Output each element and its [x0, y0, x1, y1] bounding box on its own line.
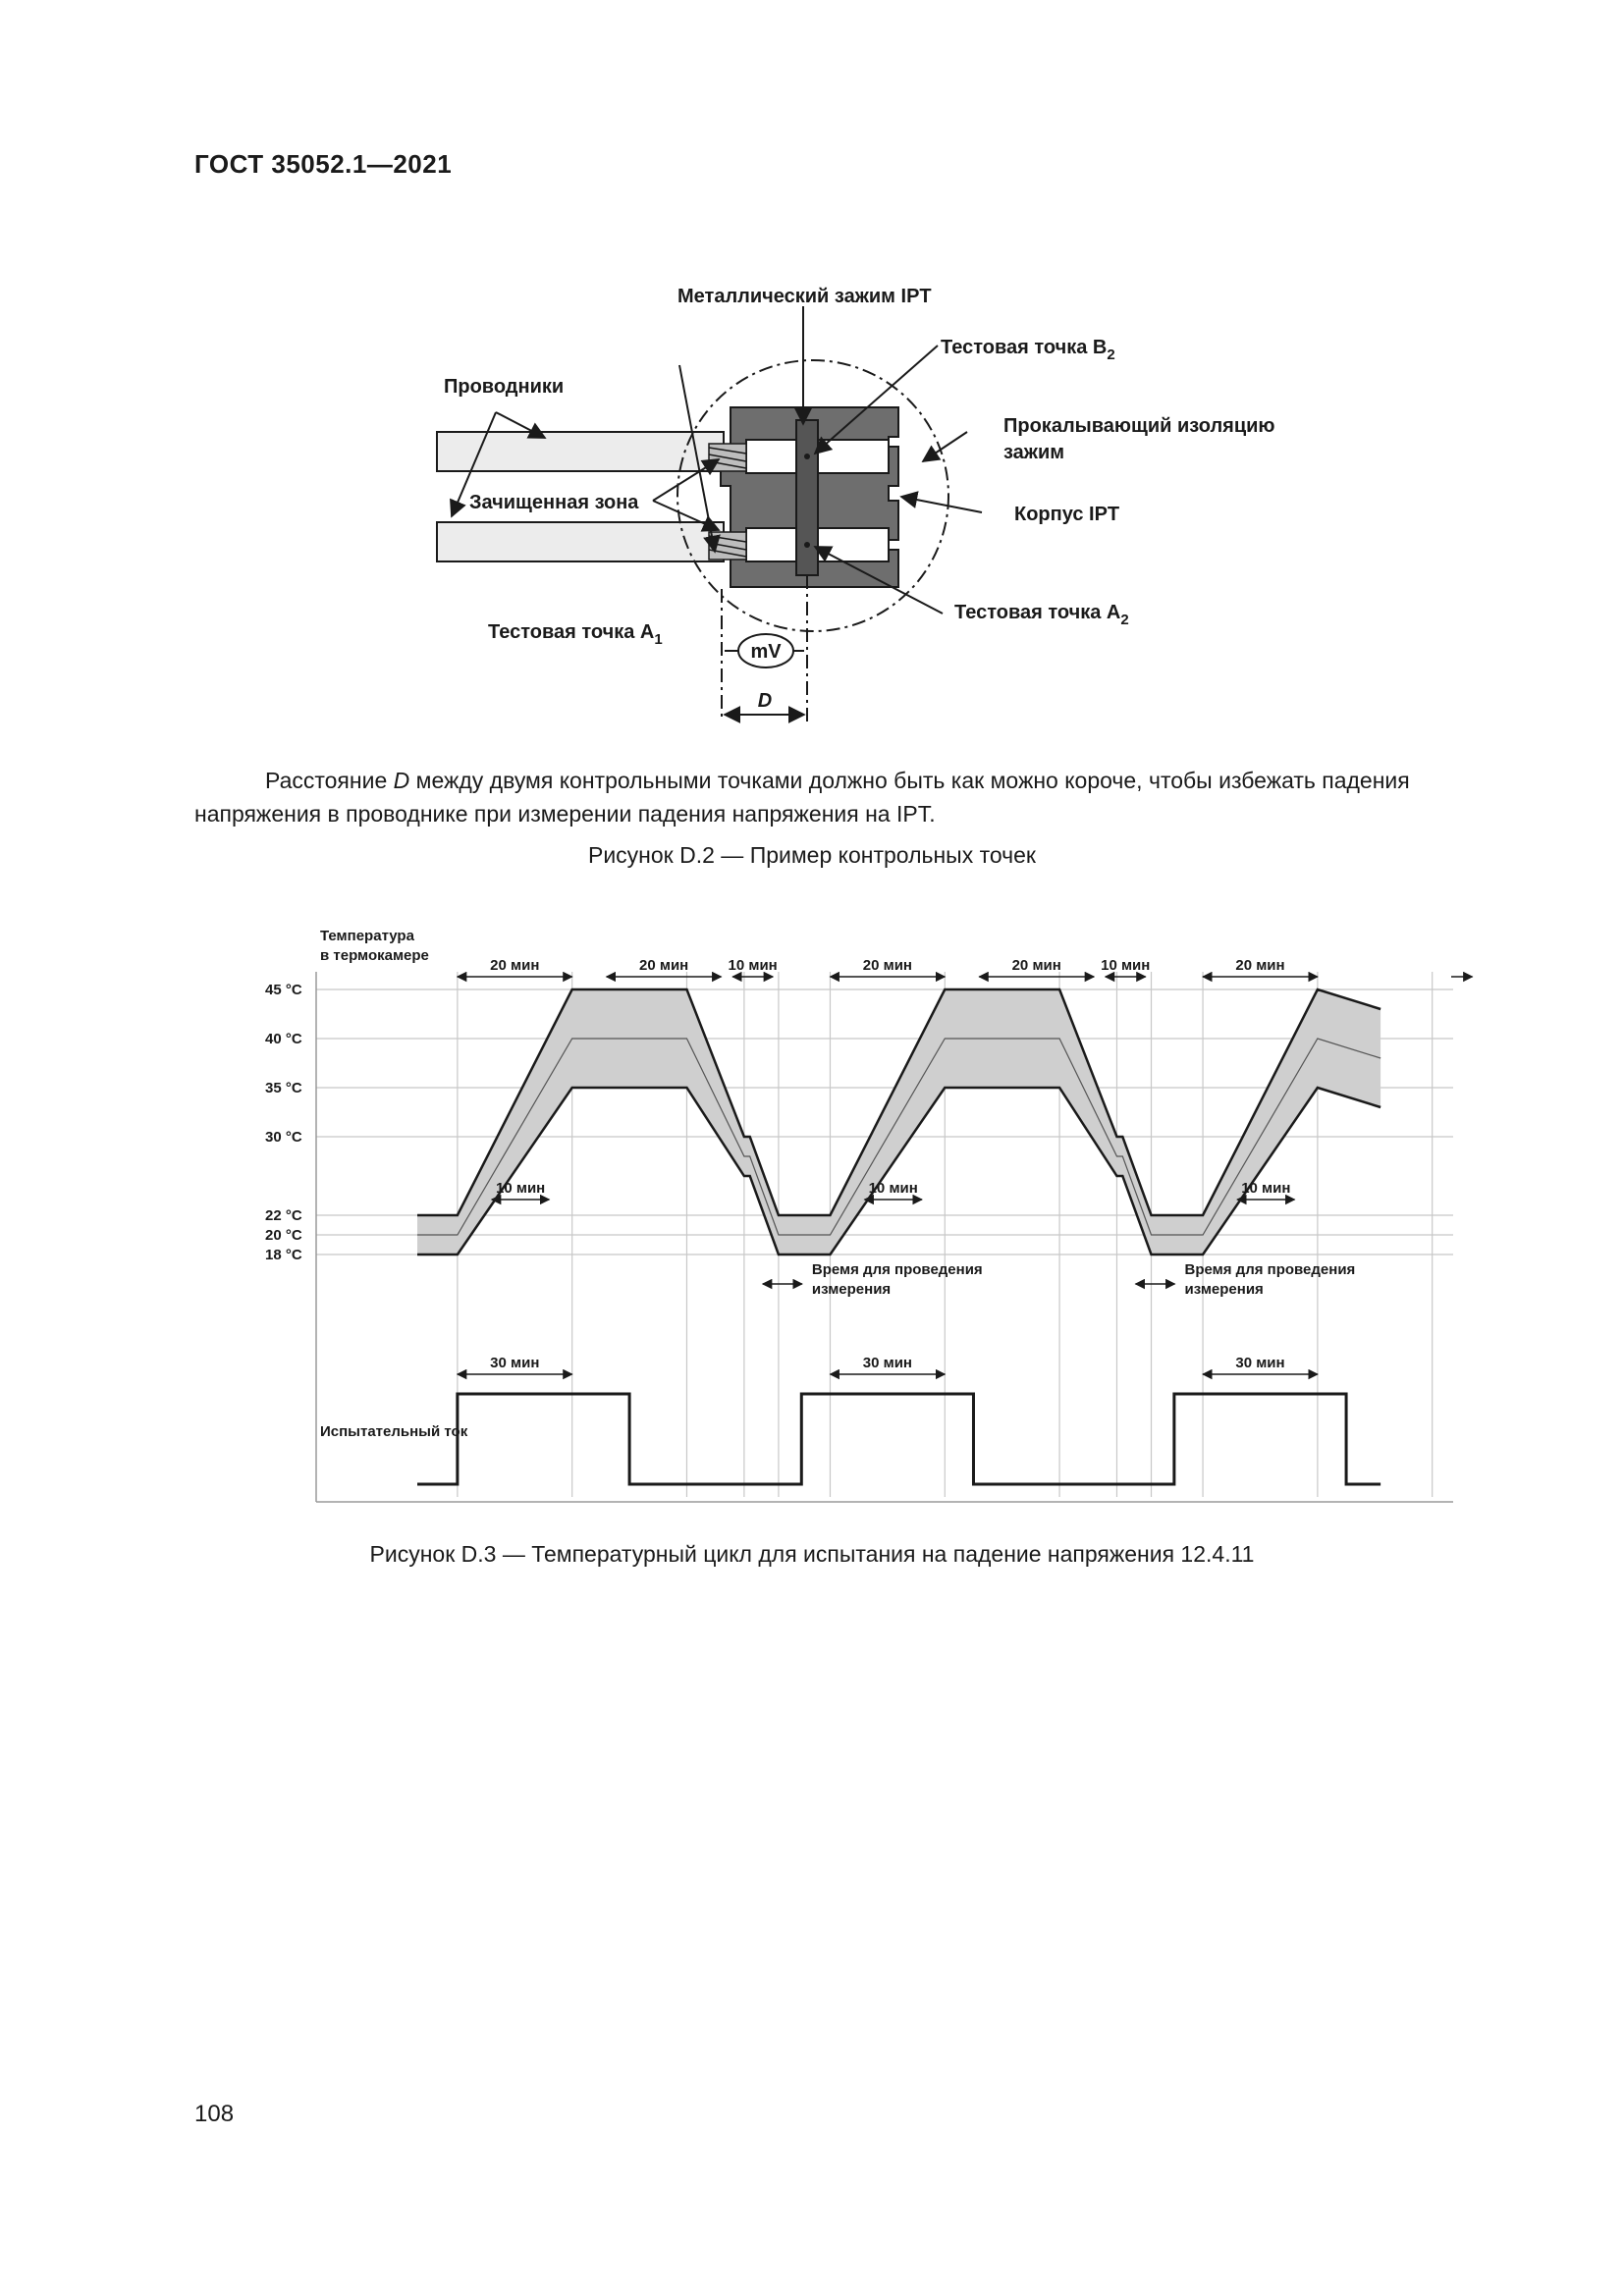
label-test-point-b2: Тестовая точка $B_2$: [941, 337, 1115, 363]
y-tick-label: 40 °C: [265, 1031, 302, 1047]
body-paragraph: Расстояние D между двумя контрольными точками должно быть как можно короче, чтобы избежать падения напряжения в проводнике при измерении падения напряжения на IPT.: [194, 768, 1410, 827]
y-axis-label-1: Температура: [320, 928, 414, 944]
interval-20-down-label: 20 мин: [1011, 957, 1061, 974]
measure-label-2: измерения: [811, 1281, 892, 1298]
label-stripped-zone: Зачищенная зона: [469, 492, 639, 513]
y-tick-label: 18 °C: [265, 1247, 302, 1263]
interval-10-label: 10 мин: [1101, 957, 1151, 974]
interval-20-up-label: 20 мин: [490, 957, 540, 974]
current-series: [417, 1394, 1380, 1484]
y-tick-label: 22 °C: [265, 1207, 302, 1224]
interval-20-down-label: 20 мин: [639, 957, 689, 974]
measure-label-1: Время для проведения: [811, 1261, 983, 1278]
label-test-point-a1: Тестовая точка $A_1$: [488, 621, 663, 648]
label-conductors: Проводники: [444, 376, 565, 398]
y-tick-label: 30 °C: [265, 1129, 302, 1146]
label-metal-clamp: Металлический зажим IPT: [677, 286, 932, 307]
y-tick-label: 35 °C: [265, 1080, 302, 1096]
y-tick-label: 45 °C: [265, 982, 302, 998]
measure-label-2: измерения: [1184, 1281, 1264, 1298]
interval-30-label: 30 мин: [862, 1355, 912, 1371]
current-label: Испытательный ток: [320, 1423, 468, 1440]
y-axis-label-2: в термокамере: [320, 947, 429, 964]
interval-30-label: 30 мин: [1235, 1355, 1285, 1371]
label-test-point-a2: Тестовая точка $A_2$: [954, 602, 1129, 628]
interval-10-mid-label: 10 мин: [1241, 1180, 1291, 1197]
label-piercing-2: зажим: [1003, 442, 1065, 463]
interval-10-mid-label: 10 мин: [496, 1180, 546, 1197]
interval-10-label: 10 мин: [728, 957, 778, 974]
distance-label: D: [757, 690, 773, 712]
figure-d3-caption: Рисунок D.3 — Температурный цикл для испытания на падение напряжения 12.4.11: [369, 1541, 1255, 1567]
interval-10-mid-label: 10 мин: [868, 1180, 918, 1197]
label-piercing-1: Прокалывающий изоляцию: [1003, 415, 1275, 437]
meter-label: mV: [750, 641, 782, 663]
interval-20-up-label: 20 мин: [1235, 957, 1285, 974]
interval-20-up-label: 20 мин: [862, 957, 912, 974]
page-number: 108: [194, 2101, 235, 2127]
label-body-ipt: Корпус IPT: [1014, 504, 1120, 525]
interval-30-label: 30 мин: [490, 1355, 540, 1371]
y-tick-label: 20 °C: [265, 1227, 302, 1244]
figure-d2-caption: Рисунок D.2 — Пример контрольных точек: [587, 842, 1036, 868]
measure-label-1: Время для проведения: [1184, 1261, 1356, 1278]
document-header: ГОСТ 35052.1—2021: [194, 149, 453, 179]
